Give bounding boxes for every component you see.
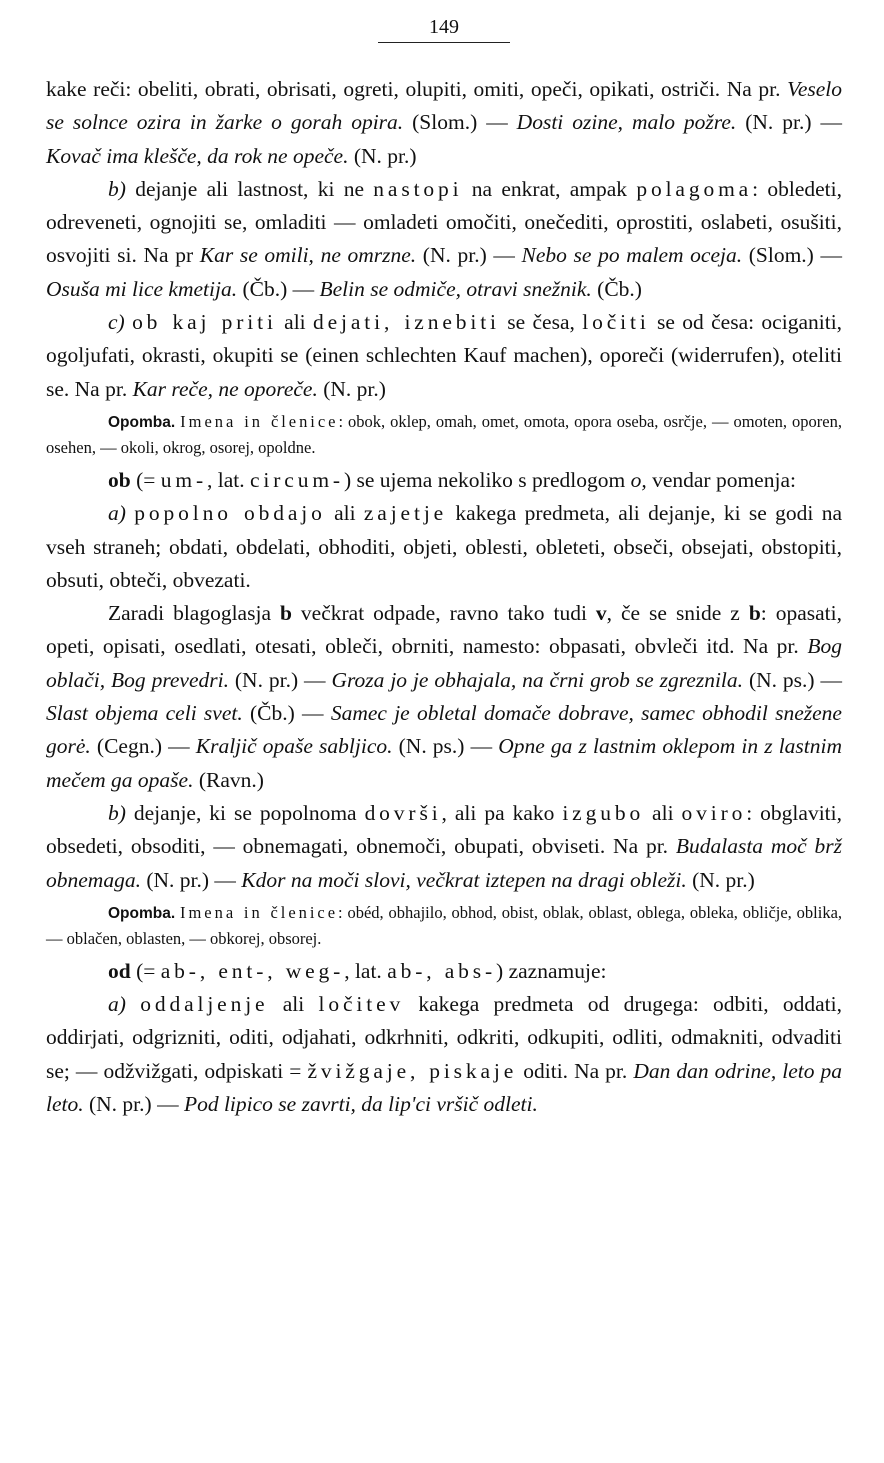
text-run: : obglaviti, obsedeti, obsoditi, — obnemagati, obnemoči, obupati, obviseti. Na pr. (46, 800, 842, 859)
header-rule (378, 42, 510, 43)
text-run: vendar pomenja: (646, 467, 796, 492)
italic-text: Kar reče, ne oporeče. (132, 376, 318, 401)
spaced-text: ločiti (582, 310, 650, 335)
page-number: 149 (429, 16, 459, 38)
text-run: se česa, (499, 310, 583, 335)
spaced-text: dejati, iznebiti (313, 310, 500, 335)
spaced-text: Imena in členice (180, 411, 339, 431)
text-run: , ali pa kako (441, 800, 563, 825)
text-run: (N. pr.) (686, 867, 755, 892)
italic-text: b) (108, 176, 126, 201)
paragraph (46, 797, 842, 897)
italic-text: Slast objema celi svet. (46, 701, 243, 726)
paragraph (46, 955, 842, 988)
text-run: , če se snide z (606, 601, 749, 626)
spaced-text: izgubo (562, 800, 645, 825)
bold-text: b (748, 601, 761, 626)
text-run: večkrat odpade, ravno tako tudi (291, 601, 596, 626)
italic-text: o, (630, 467, 647, 492)
spaced-text: ab-, ent-, weg- (160, 958, 345, 983)
italic-text: Budalasta moč brž obnemaga. (46, 834, 842, 892)
spaced-text: oddaljenje (140, 992, 269, 1017)
spaced-text: Imena in členice (180, 902, 339, 922)
text-run: dejanje, ki se popolnoma (125, 800, 365, 825)
spaced-text: popolno obdajo (134, 501, 326, 526)
text-run: : opasati, opeti, opisati, osedlati, otesati, obleči, obrniti, namesto: obpasati, obvleči itd. Na pr. (46, 601, 842, 659)
text-run: kakega predmeta, ali dejanje, ki se godi na vseh straneh; obdati, obdelati, obhoditi, objeti, oblesti, obleteti, obseči, obsejati, obstopiti, obsuti, obteči, obvezati. (46, 501, 842, 592)
text-run: ) zaznamuje: (496, 958, 607, 983)
page-body-text (46, 73, 842, 1121)
spaced-text: polagoma (636, 176, 753, 201)
italic-text: Belin se odmiče, otravi snežnik. (319, 276, 592, 301)
bold-text: od (108, 958, 131, 983)
spaced-text: nastopi (373, 176, 463, 201)
italic-text: Nebo se po malem oceja. (521, 243, 743, 268)
text-run: ) se ujema nekoliko s predlogom (343, 467, 631, 492)
text-run: (Čb.) (591, 276, 642, 301)
italic-text: Groza jo je obhajala, na črni grob se zgreznila. (331, 667, 744, 692)
note-label: Opomba. (108, 904, 176, 922)
paragraph (46, 497, 842, 597)
italic-text: Veselo se solnce ozira in žarke o gorah opira. (46, 77, 842, 135)
text-run: ali (644, 800, 682, 825)
paragraph (46, 306, 842, 406)
note-label: Opomba. (108, 413, 176, 431)
text-run: ali (276, 310, 314, 335)
spaced-text: ob kaj priti (132, 310, 277, 335)
italic-text: Kraljič opaše sabljico. (195, 734, 393, 759)
text-run: kakega predmeta od drugega: odbiti, oddati, oddirjati, odgrizniti, oditi, odjahati, odkrhniti, odkriti, odkupiti, odliti, odmakniti, odvaditi se; — odžvižgati, odpiskati = (46, 992, 842, 1083)
text-run: (N. pr.) (348, 143, 417, 168)
text-run: kake reči: obeliti, obrati, obrisati, ogreti, olupiti, omiti, opeči, opikati, ostriči. Na pr. (46, 77, 788, 101)
spaced-text: oviro (681, 800, 747, 825)
text-run: (N. ps.) — (392, 734, 499, 759)
spaced-text: zajetje (363, 501, 448, 526)
text-run: (N. pr.) — (140, 867, 242, 892)
bold-text: b (279, 601, 292, 626)
text-run: (N. pr.) — (736, 110, 842, 135)
text-run: (Ravn.) (193, 767, 264, 792)
italic-text: Samec je obletal domače dobrave, samec obhodil snežene gorė. (46, 701, 842, 759)
note-paragraph (46, 409, 842, 460)
text-run: (Čb.) — (237, 276, 320, 301)
text-run: Zaradi blagoglasja (108, 601, 280, 626)
paragraph (46, 173, 842, 306)
italic-text: Bog oblači, Bog prevedri. (46, 634, 842, 692)
text-run: (= (130, 467, 161, 492)
italic-text: Dan dan odrine, leto pa leto. (46, 1058, 843, 1117)
text-run: (N. pr.) — (228, 667, 332, 692)
text-run: (N. pr.) — (83, 1092, 184, 1117)
paragraph (46, 988, 842, 1121)
text-run: : obledeti, odreveneti, ognojiti se, omladiti — omladeti omočiti, onečediti, oprostiti, oslabeti, osušiti, osvojiti si. Na pr (46, 176, 842, 268)
text-run (126, 992, 140, 1016)
text-run: dejanje ali lastnost, ki ne (125, 176, 374, 201)
bold-text: v (595, 601, 607, 626)
italic-text: Pod lipico se zavrti, da lip'ci vršič odleti. (183, 1092, 538, 1117)
spaced-text: dovrši (364, 800, 442, 825)
italic-text: Kar se omili, ne omrzne. (199, 243, 417, 268)
text-run: , lat. (207, 467, 251, 492)
spaced-text: circum- (250, 467, 344, 492)
note-paragraph (46, 900, 842, 951)
italic-text: a) (108, 992, 126, 1017)
italic-text: Kovač ima klešče, da rok ne opeče. (46, 143, 349, 168)
text-run: se od česa: ociganiti, ogoljufati, okrasti, okupiti se (einen schlechten Kauf machen), oporeči (widerrufen), oteliti se. Na pr. (46, 310, 843, 401)
bold-text: ob (108, 467, 131, 492)
spaced-text: ločitev (318, 992, 405, 1017)
text-run: (Slom.) — (742, 243, 842, 268)
paragraph (46, 597, 842, 797)
text-run: (= (130, 958, 161, 983)
text-run: oditi. Na pr. (517, 1058, 634, 1083)
paragraph (46, 73, 842, 173)
text-run: na enkrat, ampak (462, 176, 637, 201)
text-run: (N. ps.) — (743, 667, 842, 692)
text-run (126, 501, 134, 525)
spaced-text: žvižgaje, piskaje (307, 1058, 518, 1083)
text-run: , lat. (344, 958, 388, 983)
italic-text: Osuša mi lice kmetija. (46, 276, 238, 301)
italic-text: Kdor na moči slovi, večkrat iztepen na dragi obleži. (241, 867, 687, 892)
text-run: ali (268, 992, 319, 1017)
text-run: : obok, oklep, omah, omet, omota, opora oseba, osrčje, — omoten, oporen, osehen, — okoli, okrog, osorej, opoldne. (46, 411, 842, 457)
text-run: ali (325, 501, 364, 526)
italic-text: c) (108, 310, 125, 335)
italic-text: Opne ga z lastnim oklepom in z lastnim mečem ga opaše. (46, 734, 843, 792)
text-run: (Slom.) — (403, 110, 517, 135)
italic-text: a) (108, 501, 126, 526)
text-run: (Čb.) — (242, 701, 331, 726)
text-run: (N. pr.) — (416, 243, 522, 268)
text-run (125, 310, 132, 334)
text-run: (Cegn.) — (90, 734, 196, 759)
spaced-text: ab-, abs- (387, 958, 497, 983)
spaced-text: um- (160, 467, 208, 492)
text-run: (N. pr.) (317, 376, 386, 401)
italic-text: Dosti ozine, malo požre. (516, 110, 737, 135)
text-run: : obéd, obhajilo, obhod, obist, oblak, oblast, oblega, obleka, obličje, oblika, — oblačen, oblasten, — obkorej, obsorej. (46, 902, 843, 948)
italic-text: b) (108, 800, 126, 825)
paragraph (46, 464, 842, 497)
